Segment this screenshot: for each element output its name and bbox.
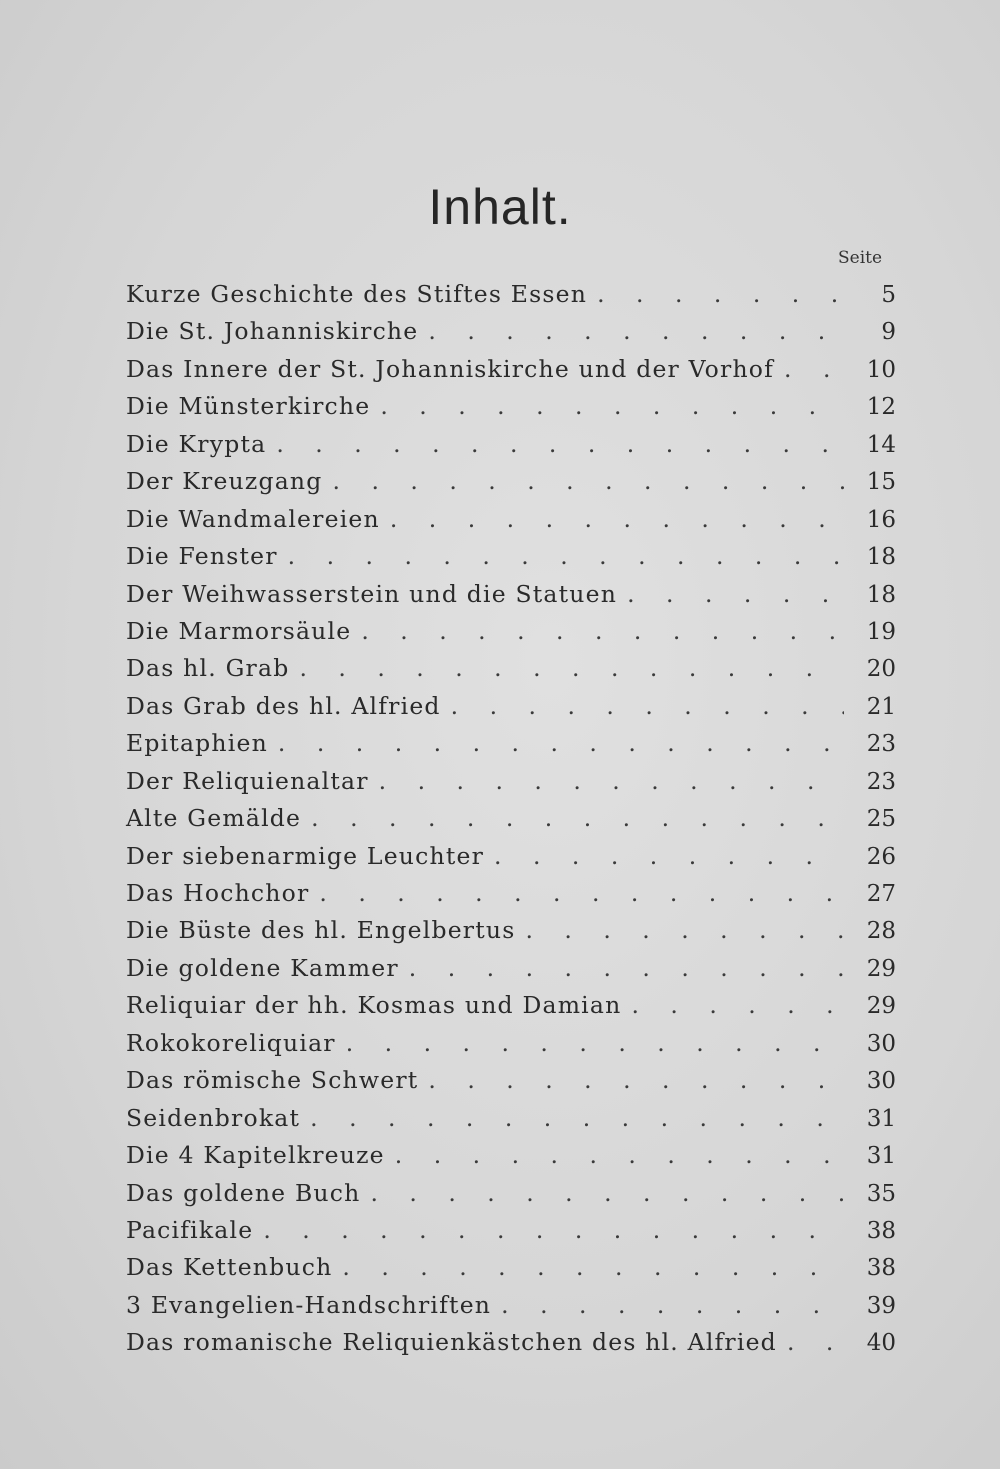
toc-entry [126, 842, 896, 879]
toc-entry [126, 1216, 896, 1253]
toc-entry-title: Der Weihwasserstein und die Statuen [126, 579, 618, 608]
toc-entry [126, 1141, 896, 1178]
toc-entry [126, 317, 896, 354]
toc-leader-dots [428, 317, 844, 345]
toc-page-number: 18 [866, 544, 896, 571]
table-of-contents [126, 280, 896, 1366]
toc-leader-dots [278, 729, 844, 757]
toc-page-number: 10 [866, 356, 896, 383]
toc-page-number: 23 [866, 731, 896, 758]
toc-entry [126, 430, 896, 467]
toc-page-number: 21 [866, 693, 896, 720]
toc-page-number: 28 [866, 918, 896, 945]
toc-entry [126, 355, 896, 392]
toc-entry-title: Seidenbrokat [126, 1103, 301, 1132]
toc-entry-title: Die Wandmalereien [126, 504, 380, 533]
toc-page-number: 20 [866, 656, 896, 683]
toc-leader-dots [784, 355, 844, 383]
toc-page-number: 29 [866, 993, 896, 1020]
toc-page-number: 19 [866, 618, 896, 645]
toc-entry [126, 1066, 896, 1103]
toc-leader-dots [627, 580, 844, 608]
toc-entry-title: Das Hochchor [126, 879, 310, 907]
toc-page-number: 35 [866, 1180, 896, 1207]
toc-leader-dots [276, 430, 844, 458]
toc-entry-title: Das römische Schwert [126, 1066, 419, 1095]
toc-entry-title: 3 Evangelien-Handschriften [126, 1290, 492, 1319]
toc-entry-title: Rokokoreliquiar [126, 1028, 336, 1057]
toc-page-number: 31 [866, 1143, 896, 1170]
toc-page-number: 12 [866, 394, 896, 421]
toc-leader-dots [299, 654, 844, 682]
toc-entry-title: Das romanische Reliquienkästchen des hl. Alfried [126, 1328, 777, 1357]
toc-entry-title: Reliquiar der hh. Kosmas und Damian [126, 991, 622, 1020]
toc-leader-dots [311, 804, 844, 832]
toc-leader-dots [395, 1141, 844, 1169]
toc-leader-dots [787, 1328, 844, 1356]
toc-leader-dots [263, 1216, 844, 1244]
toc-page-number: 31 [866, 1105, 896, 1132]
toc-leader-dots [390, 505, 844, 533]
toc-entry-title: Kurze Geschichte des Stiftes Essen [126, 280, 588, 308]
toc-page-number: 26 [866, 843, 896, 870]
toc-entry [126, 617, 896, 654]
toc-page-number: 15 [866, 469, 896, 496]
toc-page-number: 14 [866, 431, 896, 458]
toc-page-number: 30 [866, 1030, 896, 1057]
toc-entry [126, 954, 896, 991]
toc-entry [126, 916, 896, 953]
toc-entry-title: Der Kreuzgang [126, 467, 323, 496]
page-column-header: Seite [838, 248, 883, 268]
toc-leader-dots [333, 467, 845, 495]
toc-leader-dots [288, 542, 844, 570]
toc-entry [126, 1179, 896, 1216]
toc-entry [126, 542, 896, 579]
toc-entry [126, 692, 896, 729]
toc-page-number: 30 [866, 1068, 896, 1095]
toc-leader-dots [428, 1066, 844, 1094]
toc-page-number: 5 [881, 282, 896, 308]
toc-entry [126, 729, 896, 766]
toc-entry-title: Die 4 Kapitelkreuze [126, 1141, 385, 1170]
toc-entry-title: Alte Gemälde [126, 804, 302, 833]
toc-entry [126, 767, 896, 804]
toc-entry-title: Die Büste des hl. Engelbertus [126, 916, 516, 945]
toc-entry-title: Die Fenster [126, 542, 278, 571]
toc-page-number: 16 [866, 506, 896, 533]
toc-entry [126, 505, 896, 542]
toc-leader-dots [380, 392, 844, 420]
toc-leader-dots [361, 617, 844, 645]
toc-page-number: 25 [866, 806, 896, 833]
toc-leader-dots [346, 1029, 844, 1057]
toc-leader-dots [379, 767, 844, 795]
toc-entry [126, 654, 896, 691]
toc-entry-title: Der siebenarmige Leuchter [126, 841, 485, 870]
toc-entry-title: Das goldene Buch [126, 1178, 361, 1207]
toc-entry-title: Das Innere der St. Johanniskirche und der Vorhof [126, 354, 775, 383]
toc-page-number: 9 [881, 319, 896, 346]
toc-entry [126, 879, 896, 916]
toc-entry-title: Das Kettenbuch [126, 1253, 333, 1282]
toc-entry [126, 804, 896, 841]
toc-entry-title: Das hl. Grab [126, 654, 290, 683]
toc-entry [126, 392, 896, 429]
toc-leader-dots [342, 1253, 844, 1281]
toc-page-number: 23 [866, 768, 896, 795]
toc-entry [126, 280, 896, 317]
toc-page-number: 27 [866, 881, 896, 907]
toc-page-number: 40 [866, 1330, 896, 1357]
toc-entry-title: Das Grab des hl. Alfried [126, 691, 441, 720]
toc-leader-dots [319, 879, 844, 907]
toc-entry [126, 991, 896, 1028]
toc-entry [126, 1029, 896, 1066]
toc-entry-title: Pacifikale [126, 1215, 254, 1244]
page-title: Inhalt. [428, 179, 572, 235]
toc-leader-dots [494, 842, 844, 870]
toc-page-number: 29 [866, 955, 896, 982]
toc-entry [126, 1104, 896, 1141]
toc-leader-dots [597, 280, 844, 308]
toc-entry [126, 1291, 896, 1328]
toc-entry-title: Die Münsterkirche [126, 392, 371, 421]
toc-entry-title: Epitaphien [126, 729, 268, 758]
toc-entry-title: Die St. Johanniskirche [126, 317, 419, 346]
toc-entry-title: Die Marmorsäule [126, 616, 352, 645]
toc-page-number: 38 [866, 1255, 896, 1282]
toc-leader-dots [310, 1104, 844, 1132]
toc-leader-dots [525, 916, 844, 944]
toc-entry [126, 467, 896, 504]
toc-entry [126, 1253, 896, 1290]
toc-page-number: 39 [866, 1292, 896, 1319]
toc-entry-title: Die goldene Kammer [126, 953, 399, 982]
toc-page-number: 38 [866, 1217, 896, 1244]
toc-entry [126, 580, 896, 617]
toc-leader-dots [409, 954, 844, 982]
toc-entry-title: Die Krypta [126, 429, 267, 458]
toc-entry-title: Der Reliquienaltar [126, 766, 369, 795]
toc-leader-dots [501, 1291, 844, 1319]
toc-leader-dots [370, 1179, 844, 1207]
toc-leader-dots [451, 692, 844, 720]
toc-page-number: 18 [866, 581, 896, 608]
toc-leader-dots [631, 991, 844, 1019]
toc-entry [126, 1328, 896, 1365]
